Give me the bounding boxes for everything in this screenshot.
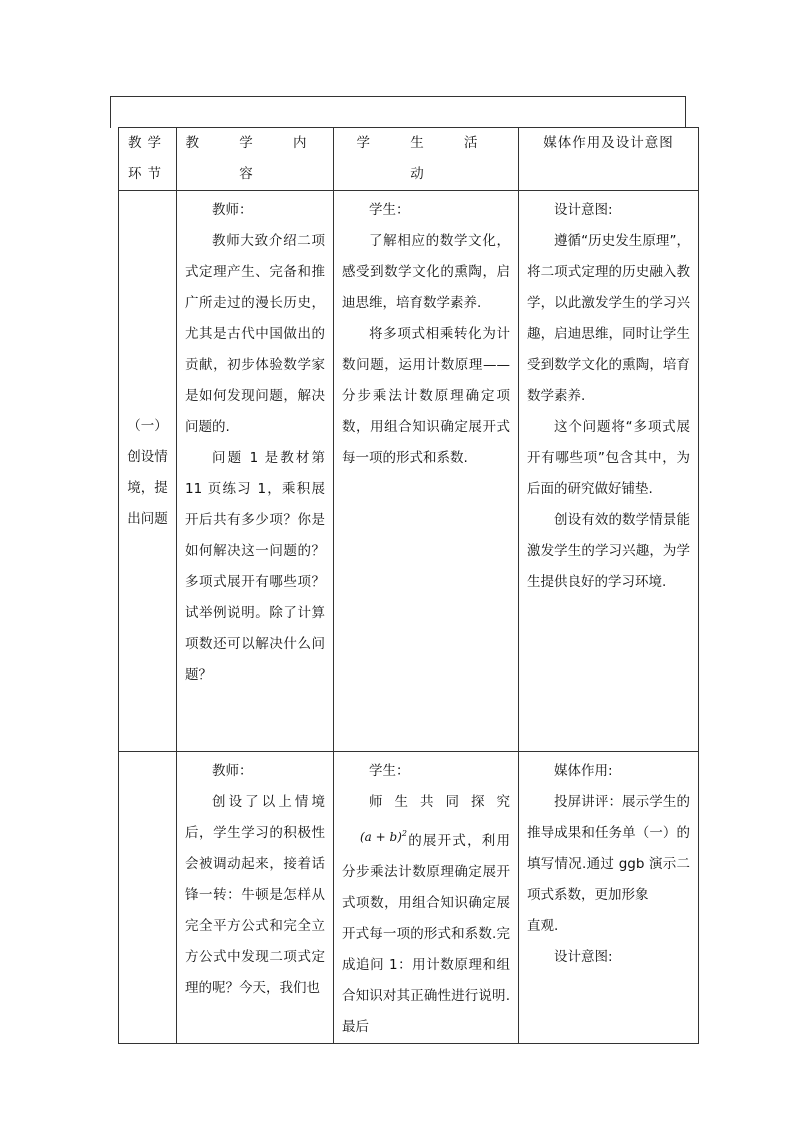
content-paragraph: 问题 1 是教材第 11 页练习 1，乘积展开后共有多少项？你是如何解决这一问题的？多项式展开有哪些项？试举例说明。除了计算项数还可以解决什么问题？ xyxy=(185,450,325,683)
stage-cell xyxy=(119,191,177,752)
content-paragraph: 教师： xyxy=(212,202,253,218)
stage-label: （一）创设情境，提出问题 xyxy=(127,418,168,527)
table-row xyxy=(119,752,699,1044)
student-text: 师生共同探究 xyxy=(369,794,510,810)
student-paragraph: 将多项式相乘转化为计数问题，运用计数原理——分步乘法计数原理确定项数，用组合知识确定展开式每一项的形式和系数. xyxy=(342,326,510,466)
table-header-row xyxy=(119,128,699,191)
media-paragraph: 设计意图: xyxy=(554,202,613,218)
student-paragraph: 学生： xyxy=(369,763,410,779)
student-cell xyxy=(334,752,519,1044)
page-top-frame xyxy=(110,96,686,128)
content-paragraph: 教师： xyxy=(212,763,253,779)
media-paragraph: 投屏讲评：展示学生的推导成果和任务单（一）的填写情况.通过 ggb 演示二项式系数，更加形象 xyxy=(527,794,690,903)
lesson-plan-table xyxy=(118,127,699,1044)
binomial-formula xyxy=(360,818,407,853)
content-paragraph: 创设了以上情境后，学生学习的积极性会被调动起来，接着话锋一转：牛顿是怎样从完全平方公式和完全立方公式中发现二项式定理的呢？今天，我们也 xyxy=(185,794,325,996)
header-content: 教 学 内 容 xyxy=(177,128,334,191)
media-paragraph: 媒体作用: xyxy=(554,763,613,779)
media-paragraph: 这个问题将“多项式展开有哪些项”包含其中，为后面的研究做好铺垫. xyxy=(527,419,690,497)
media-paragraph: 遵循“历史发生原理”，将二项式定理的历史融入教学，以此激发学生的学习兴趣，启迪思维，同时让学生受到数学文化的熏陶，培育数学素养. xyxy=(527,233,690,404)
student-paragraph: 学生： xyxy=(369,202,410,218)
header-stage: 教学环节 xyxy=(119,128,177,191)
formula-base: (a + b) xyxy=(360,830,402,844)
stage-cell xyxy=(119,752,177,1044)
student-paragraph: 了解相应的数学文化，感受到数学文化的熏陶，启迪思维，培育数学素养. xyxy=(342,233,510,311)
media-cell xyxy=(519,191,699,752)
header-student: 学 生 活 动 xyxy=(334,128,519,191)
media-cell xyxy=(519,752,699,1044)
table-row xyxy=(119,191,699,752)
content-cell xyxy=(177,752,334,1044)
formula-exponent: 2 xyxy=(401,829,407,838)
content-paragraph: 教师大致介绍二项式定理产生、完备和推广所走过的漫长历史，尤其是古代中国做出的贡献，初步体验数学家是如何发现问题，解决问题的. xyxy=(185,233,325,435)
media-paragraph: 创设有效的数学情景能激发学生的学习兴趣，为学生提供良好的学习环境. xyxy=(527,512,690,590)
media-paragraph: 设计意图: xyxy=(554,949,613,965)
student-text: 的展开式，利用分步乘法计数原理确定展开式项数，用组合知识确定展开式每一项的形式和系数.完成追问 1：用计数原理和组合知识对其正确性进行说明.最后 xyxy=(342,833,510,1035)
student-cell xyxy=(334,191,519,752)
header-media: 媒体作用及设计意图 xyxy=(519,128,699,191)
student-paragraph xyxy=(342,787,510,1043)
media-paragraph: 直观. xyxy=(527,918,559,934)
content-cell xyxy=(177,191,334,752)
